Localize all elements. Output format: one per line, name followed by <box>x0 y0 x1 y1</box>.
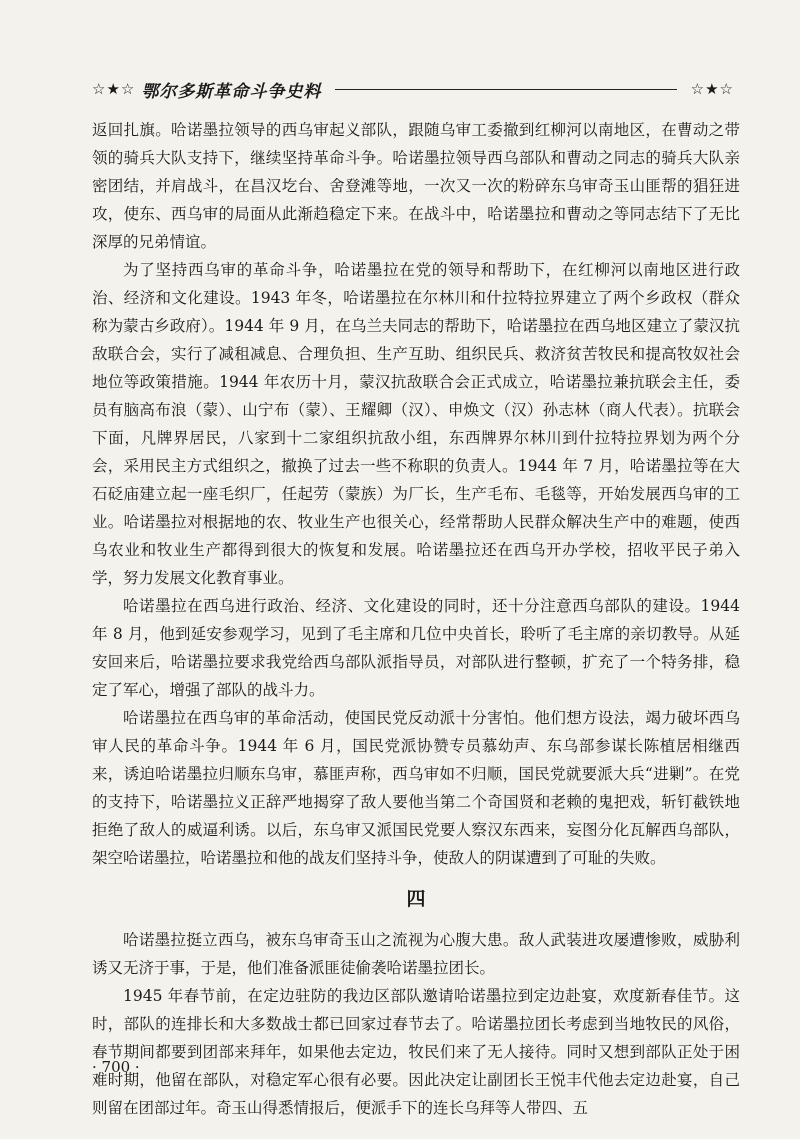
paragraph: 哈诺墨拉挺立西乌，被东乌审奇玉山之流视为心腹大患。敌人武装进攻屡遭惨败，威胁利诱又无济于事，于是，他们准备派匪徒偷袭哈诺墨拉团长。 <box>92 931 740 977</box>
body-text <box>92 116 740 1122</box>
paragraph: 1945 年春节前，在定边驻防的我边区部队邀请哈诺墨拉到定边赴宴，欢度新春佳节。这时，部队的连排长和大多数战士都已回家过春节去了。哈诺墨拉团长考虑到当地牧民的风俗，春节期间都要到团部来拜年，如果他去定边，牧民们来了无人接待。同时又想到部队正处于困难时期，他留在部队，对稳定军心很有必要。因此决定让副团长王悦丰代他去定边赴宴，自己则留在团部过年。奇玉山得悉情报后，便派手下的连长乌拜等人带四、五 <box>92 987 740 1117</box>
paragraph: 哈诺墨拉在西乌进行政治、经济、文化建设的同时，还十分注意西乌部队的建设。1944 年 8 月，他到延安参观学习，见到了毛主席和几位中央首长，聆听了毛主席的亲切教导。从延安回来后，哈诺墨拉要求我党给西乌部队派指导员，对部队进行整顿，扩充了一个特务排，稳定了军心，增强了部队的战斗力。 <box>92 597 740 699</box>
header-rule <box>335 89 676 90</box>
header-stars-left: ☆★☆ <box>92 80 136 98</box>
header-title: 鄂尔多斯革命斗争史料 <box>141 81 322 102</box>
page-number: · 700 · <box>92 1058 140 1076</box>
section-heading: 四 <box>406 888 426 910</box>
running-header <box>92 76 734 102</box>
paragraph: 返回扎旗。哈诺墨拉领导的西乌审起义部队，跟随乌审工委撤到红柳河以南地区，在曹动之带领的骑兵大队支持下，继续坚持革命斗争。哈诺墨拉领导西乌部队和曹动之同志的骑兵大队亲密团结，并肩战斗，在昌汉圪台、舍登滩等地，一次又一次的粉碎东乌审奇玉山匪帮的猖狂进攻，使东、西乌审的局面从此渐趋稳定下来。在战斗中，哈诺墨拉和曹动之等同志结下了无比深厚的兄弟情谊。 <box>92 121 740 251</box>
paragraph: 为了坚持西乌审的革命斗争，哈诺墨拉在党的领导和帮助下，在红柳河以南地区进行政治、经济和文化建设。1943 年冬，哈诺墨拉在尔林川和什拉特拉界建立了两个乡政权（群众称为蒙古乡政府）。1944 年 9 月，在乌兰夫同志的帮助下，哈诺墨拉在西乌地区建立了蒙汉抗敌联合会，实行了减租减息、合理负担、生产互助、组织民兵、救济贫苦牧民和提高牧奴社会地位等政策措施。1944 年农历十月，蒙汉抗敌联合会正式成立，哈诺墨拉兼抗联会主任，委员有脑高布浪（蒙）、山宁布（蒙）、王耀卿（汉）、申焕文（汉）孙志林（商人代表）。抗联会下面，凡牌界居民，八家到十二家组织抗敌小组，东西牌界尔林川到什拉特拉界划为两个分会，采用民主方式组织之，撤换了过去一些不称职的负责人。1944 年 7 月，哈诺墨拉等在大石砭庙建立起一座毛织厂，任起劳（蒙族）为厂长，生产毛布、毛毯等，开始发展西乌审的工业。哈诺墨拉对根据地的农、牧业生产也很关心，经常帮助人民群众解决生产中的难题，使西乌农业和牧业生产都得到很大的恢复和发展。哈诺墨拉还在西乌开办学校，招收平民子弟入学，努力发展文化教育事业。 <box>92 261 740 587</box>
header-stars-right: ☆★☆ <box>690 80 734 98</box>
paragraph: 哈诺墨拉在西乌审的革命活动，使国民党反动派十分害怕。他们想方设法，竭力破坏西乌审人民的革命斗争。1944 年 6 月，国民党派协赞专员慕幼声、东乌部参谋长陈植居相继西来，诱迫哈诺墨拉归顺东乌审，慕匪声称，西乌审如不归顺，国民党就要派大兵“进剿”。在党的支持下，哈诺墨拉义正辞严地揭穿了敌人要他当第二个奇国贤和老赖的鬼把戏，斩钉截铁地拒绝了敌人的威逼利诱。以后，东乌审又派国民党要人察汉东西来，妄图分化瓦解西乌部队，架空哈诺墨拉，哈诺墨拉和他的战友们坚持斗争，使敌人的阴谋遭到了可耻的失败。 <box>92 709 740 867</box>
